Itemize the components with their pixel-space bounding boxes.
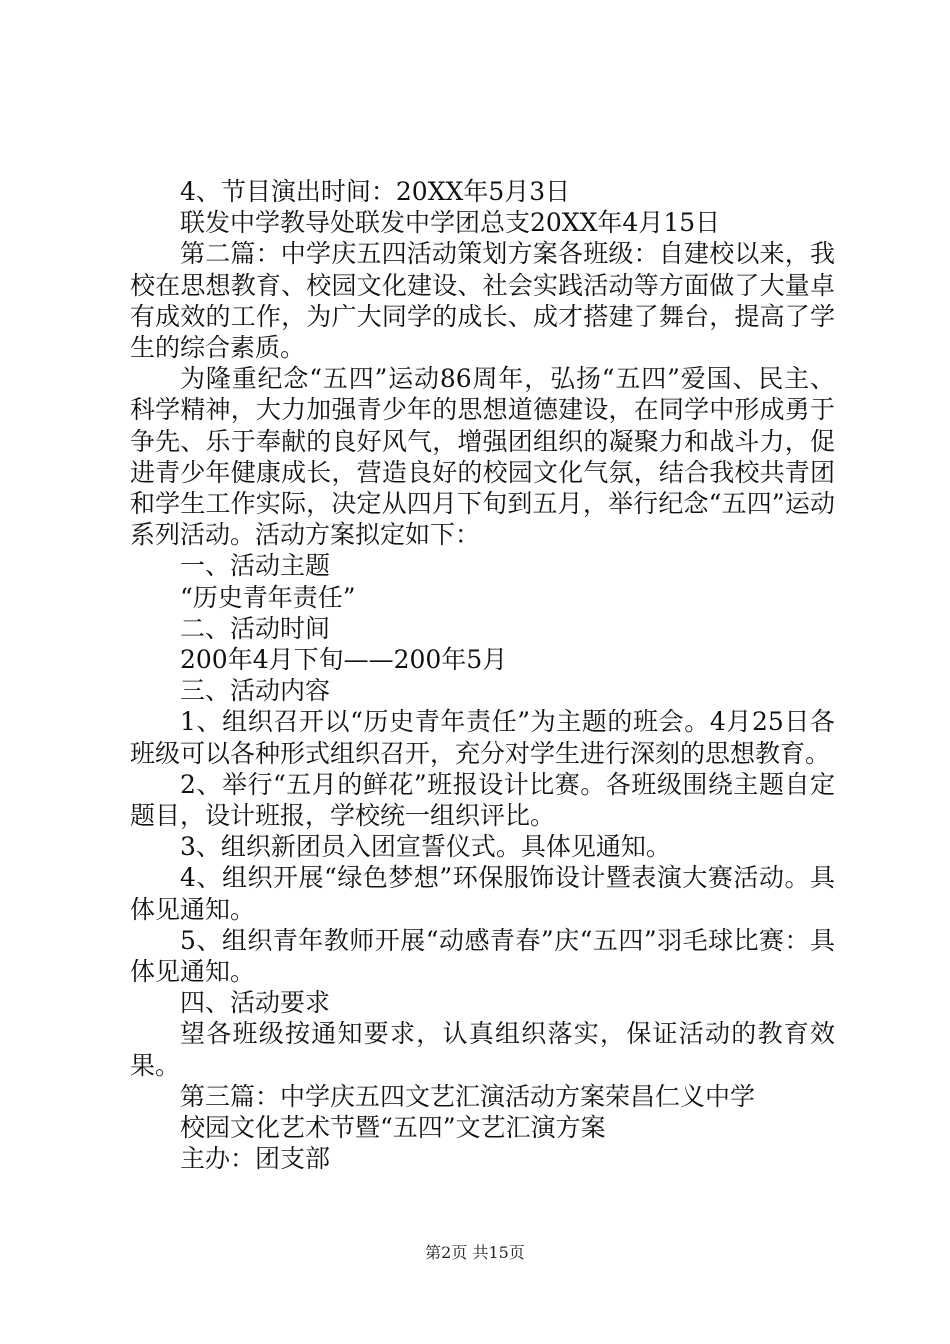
section-heading: 四、活动要求 <box>180 988 331 1018</box>
section-heading: 二、活动时间 <box>180 613 331 643</box>
paragraph: 第二篇：中学庆五四活动策划方案各班级：自建校以来，我校在思想教育、校园文化建设、社会实践活动等方面做了大量卓有成效的工作，为广大同学的成长、成才搭建了舞台，提高了学生的综合素质。 <box>130 239 835 363</box>
list-item: 4、组织开展“绿色梦想”环保服饰设计暨表演大赛活动。具体见通知。 <box>130 863 835 924</box>
list-item: 1、组织召开以“历史青年责任”为主题的班会。4月25日各班级可以各种形式组织召开，充分对学生进行深刻的思想教育。 <box>130 707 835 768</box>
list-item: 2、举行“五月的鲜花”班报设计比赛。各班级围绕主题自定题目，设计班报，学校统一组织评比。 <box>130 769 835 831</box>
paragraph: 主办：团支部 <box>180 1144 331 1174</box>
list-item: 5、组织青年教师开展“动感青春”庆“五四”羽毛球比赛：具体见通知。 <box>130 925 835 987</box>
paragraph: “历史青年责任” <box>180 582 356 612</box>
page-number-footer: 第2页 共15页 <box>425 1243 525 1262</box>
paragraph: 校园文化艺术节暨“五四”文艺汇演方案 <box>180 1113 606 1143</box>
paragraph: 联发中学教导处联发中学团总支20XX年4月15日 <box>180 208 721 238</box>
paragraph: 200年4月下旬——200年5月 <box>180 645 508 675</box>
section-heading: 三、活动内容 <box>180 676 331 706</box>
section-heading: 一、活动主题 <box>180 551 331 581</box>
document-body <box>130 176 835 1175</box>
paragraph: 为隆重纪念“五四”运动86周年，弘扬“五四”爱国、民主、科学精神，大力加强青少年的思想道德建设，在同学中形成勇于争先、乐于奉献的良好风气，增强团组织的凝聚力和战斗力，促进青少年健康成长，营造良好的校园文化气氛，结合我校共青团和学生工作实际，决定从四月下旬到五月，举行纪念“五四”运动系列活动。活动方案拟定如下： <box>130 364 835 550</box>
paragraph: 第三篇：中学庆五四文艺汇演活动方案荣昌仁义中学 <box>180 1081 756 1111</box>
list-item: 3、组织新团员入团宣誓仪式。具体见通知。 <box>180 832 671 862</box>
paragraph: 4、节目演出时间：20XX年5月3日 <box>180 177 571 206</box>
paragraph: 望各班级按通知要求，认真组织落实，保证活动的教育效果。 <box>130 1019 835 1080</box>
